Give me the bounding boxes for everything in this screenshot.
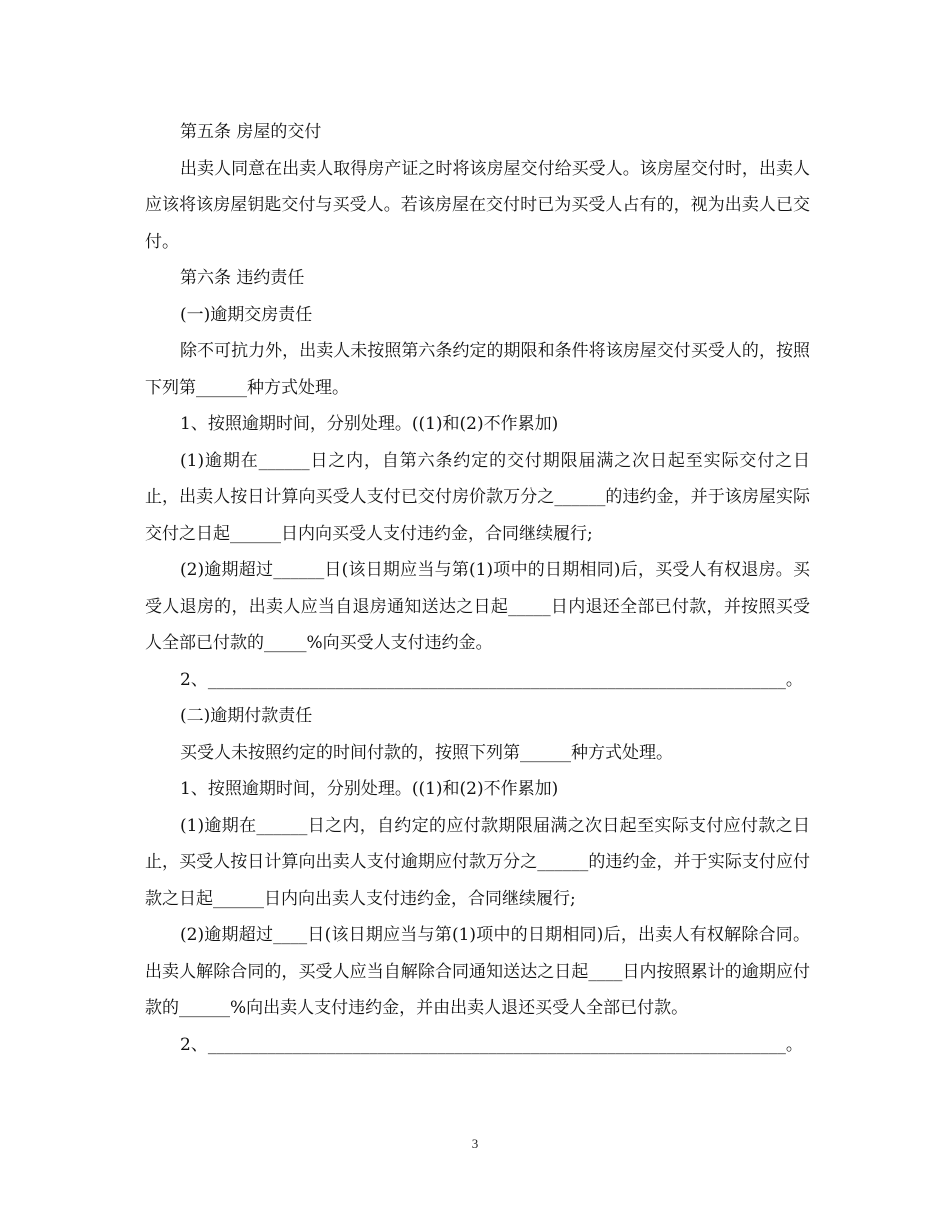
late-delivery-item-1: (1)逾期在______日之内，自第六条约定的交付期限届满之次日起至实际交付之日止，出卖人按日计算向买受人支付已交付房价款万分之______的违约金，并于该房屋实际交付之日起______日内向买受人支付违约金，合同继续履行; <box>145 450 810 544</box>
section-late-delivery-heading: (一)逾期交房责任 <box>180 304 313 325</box>
late-delivery-item-2: (2)逾期超过______日(该日期应当与第(1)项中的日期相同)后，买受人有权退房。买受人退房的，出卖人应当自退房通知送达之日起_____日内退还全部已付款，并按照买受人全部已付款的_____%向买受人支付违约金。 <box>145 560 810 653</box>
late-delivery-option-1: 1、按照逾期时间，分别处理。((1)和(2)不作累加) <box>180 414 559 434</box>
article-5-clause: 出卖人同意在出卖人取得房产证之时将该房屋交付给买受人。该房屋交付时，出卖人应该将该房屋钥匙交付与买受人。若该房屋在交付时已为买受人占有的，视为出卖人已交付。 <box>145 158 810 252</box>
article-5-heading: 第五条 房屋的交付 <box>180 122 322 142</box>
late-payment-intro: 买受人未按照约定的时间付款的，按照下列第______种方式处理。 <box>180 742 673 763</box>
document-body <box>145 114 810 1063</box>
article-6-heading: 第六条 违约责任 <box>180 268 305 288</box>
late-payment-item-2: (2)逾期超过____日(该日期应当与第(1)项中的日期相同)后，出卖人有权解除合同。出卖人解除合同的，买受人应当自解除合同通知送达之日起____日内按照累计的逾期应付款的______%向出卖人支付违约金，并由出卖人退还买受人全部已付款。 <box>145 925 810 1018</box>
section-late-payment-heading: (二)逾期付款责任 <box>180 706 313 726</box>
late-delivery-intro: 除不可抗力外，出卖人未按照第六条约定的期限和条件将该房屋交付买受人的，按照下列第______种方式处理。 <box>145 341 810 398</box>
page-number: 3 <box>471 1136 479 1151</box>
late-payment-option-1: 1、按照逾期时间，分别处理。((1)和(2)不作累加) <box>180 779 559 799</box>
late-payment-option-2: 2、____________________________________________________________________。 <box>180 1034 803 1055</box>
late-payment-item-1: (1)逾期在______日之内，自约定的应付款期限届满之次日起至实际支付应付款之日止，买受人按日计算向出卖人支付逾期应付款万分之______的违约金，并于实际支付应付款之日起______日内向出卖人支付违约金，合同继续履行; <box>145 815 810 909</box>
late-delivery-option-2: 2、____________________________________________________________________。 <box>180 669 803 690</box>
